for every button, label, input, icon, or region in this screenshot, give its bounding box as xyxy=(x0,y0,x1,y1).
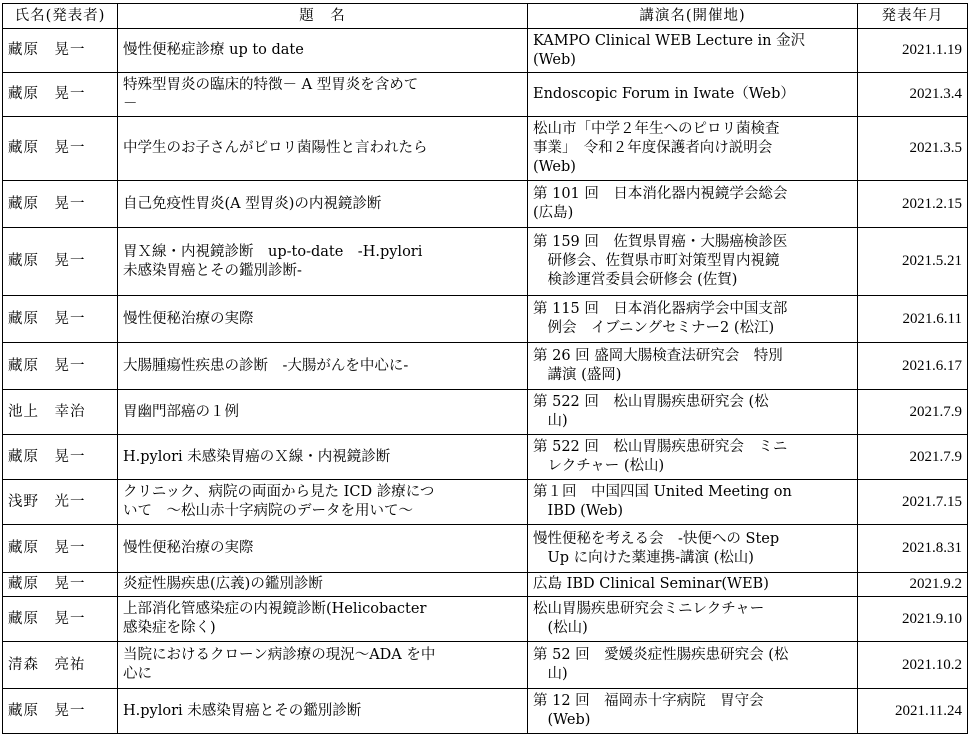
presenter-cell xyxy=(3,296,118,343)
venue-text: 第 522 回 松山胃腸疾患研究会 ミニ レクチャー (松山) xyxy=(533,439,788,474)
title-cell xyxy=(118,73,528,117)
presenter-text: 藏原 晃一 xyxy=(8,540,86,556)
table-row xyxy=(3,525,968,573)
date-cell xyxy=(858,343,968,390)
venue-cell xyxy=(528,597,858,642)
presenter-text: 藏原 晃一 xyxy=(8,448,86,465)
venue-cell xyxy=(528,117,858,181)
date-text: 2021.2.15 xyxy=(902,195,962,212)
date-text: 2021.3.5 xyxy=(909,140,962,156)
date-cell xyxy=(858,228,968,296)
header-row xyxy=(3,4,968,29)
presenter-text: 藏原 晃一 xyxy=(8,253,86,269)
date-text: 2021.7.15 xyxy=(902,493,962,510)
venue-cell xyxy=(528,525,858,573)
presenter-cell xyxy=(3,642,118,689)
presenter-text: 浅野 光一 xyxy=(8,493,86,510)
presenter-text: 藏原 晃一 xyxy=(8,42,86,58)
table-row xyxy=(3,597,968,642)
title-text: 上部消化管感染症の内視鏡診断(Helicobacter 感染症を除く) xyxy=(123,601,427,636)
date-text: 2021.6.17 xyxy=(902,357,962,374)
presenter-cell xyxy=(3,29,118,73)
title-text: 自己免疫性胃炎(A 型胃炎)の内視鏡診断 xyxy=(123,195,382,212)
header-venue: 講演名(開催地) xyxy=(528,4,858,29)
title-text: H.pylori 未感染胃癌のＸ線・内視鏡診断 xyxy=(123,448,391,465)
venue-text: 第 12 回 福岡赤十字病院 胃守会 (Web) xyxy=(533,693,764,728)
venue-text: 第 159 回 佐賀県胃癌・大腸癌検診医 研修会、佐賀県市町対策型胃内視鏡 検診運営委員会研修会 (佐賀) xyxy=(533,234,788,288)
table-row xyxy=(3,181,968,228)
venue-text: KAMPO Clinical WEB Lecture in 金沢 (Web) xyxy=(533,32,806,68)
title-text: 慢性便秘症診療 up to date xyxy=(123,42,304,58)
date-cell xyxy=(858,689,968,734)
date-cell xyxy=(858,597,968,642)
date-cell xyxy=(858,390,968,435)
title-cell xyxy=(118,296,528,343)
table-row xyxy=(3,29,968,73)
date-cell xyxy=(858,117,968,181)
title-cell xyxy=(118,525,528,573)
title-text: 胃Ｘ線・内視鏡診断 up-to-date -H.pylori 未感染胃癌とその鑑別診断- xyxy=(123,243,423,279)
presenter-cell xyxy=(3,390,118,435)
title-text: 中学生のお子さんがピロリ菌陽性と言われたら xyxy=(123,140,428,156)
date-cell xyxy=(858,29,968,73)
venue-cell xyxy=(528,343,858,390)
venue-cell xyxy=(528,73,858,117)
venue-cell xyxy=(528,29,858,73)
header-date: 発表年月 xyxy=(858,4,968,29)
venue-text: 第 115 回 日本消化器病学会中国支部 例会 イブニングセミナー2 (松江) xyxy=(533,301,788,336)
venue-text: 松山胃腸疾患研究会ミニレクチャー (松山) xyxy=(533,601,765,636)
title-text: 胃幽門部癌の１例 xyxy=(123,403,239,420)
venue-text: 第 101 回 日本消化器内視鏡学会総会 (広島) xyxy=(533,186,788,221)
title-cell xyxy=(118,480,528,525)
date-text: 2021.3.4 xyxy=(909,86,962,102)
title-cell xyxy=(118,435,528,480)
presenter-cell xyxy=(3,435,118,480)
venue-text: 第 26 回 盛岡大腸検査法研究会 特別 講演 (盛岡) xyxy=(533,348,783,383)
title-text: 慢性便秘治療の実際 xyxy=(123,310,254,327)
venue-text: 広島 IBD Clinical Seminar(WEB) xyxy=(533,576,769,592)
table-row xyxy=(3,390,968,435)
presenter-text: 藏原 晃一 xyxy=(8,140,86,156)
date-cell xyxy=(858,435,968,480)
title-text: 慢性便秘治療の実際 xyxy=(123,540,254,556)
presenter-cell xyxy=(3,480,118,525)
presenter-text: 藏原 晃一 xyxy=(8,310,86,327)
venue-cell xyxy=(528,390,858,435)
date-cell xyxy=(858,181,968,228)
table-row xyxy=(3,296,968,343)
table-row xyxy=(3,73,968,117)
table-row xyxy=(3,573,968,597)
venue-cell xyxy=(528,435,858,480)
table-row xyxy=(3,642,968,689)
venue-cell xyxy=(528,296,858,343)
table-row xyxy=(3,343,968,390)
presenter-text: 藏原 晃一 xyxy=(8,86,86,102)
presenter-cell xyxy=(3,117,118,181)
date-cell xyxy=(858,73,968,117)
lecture-table xyxy=(2,3,968,734)
presenter-text: 藏原 晃一 xyxy=(8,195,86,212)
title-cell xyxy=(118,573,528,597)
presenter-cell xyxy=(3,343,118,390)
date-cell xyxy=(858,642,968,689)
venue-text: 第 522 回 松山胃腸疾患研究会 (松 山) xyxy=(533,394,769,429)
date-cell xyxy=(858,525,968,573)
date-text: 2021.11.24 xyxy=(895,702,962,719)
table-body xyxy=(3,29,968,734)
date-text: 2021.10.2 xyxy=(902,656,962,673)
presenter-text: 藏原 晃一 xyxy=(8,702,86,719)
presenter-cell xyxy=(3,228,118,296)
title-cell xyxy=(118,597,528,642)
header-title: 題 名 xyxy=(118,4,528,29)
date-text: 2021.8.31 xyxy=(902,540,962,556)
presenter-cell xyxy=(3,573,118,597)
title-cell xyxy=(118,343,528,390)
venue-cell xyxy=(528,181,858,228)
venue-cell xyxy=(528,228,858,296)
venue-text: 慢性便秘を考える会 -快便への Step Up に向けた薬連携-講演 (松山) xyxy=(533,530,780,566)
venue-cell xyxy=(528,642,858,689)
date-cell xyxy=(858,480,968,525)
presenter-text: 清森 亮祐 xyxy=(8,656,86,673)
presenter-text: 藏原 晃一 xyxy=(8,357,86,374)
presenter-text: 藏原 晃一 xyxy=(8,610,86,627)
title-text: 特殊型胃炎の臨床的特徴－ A 型胃炎を含めて － xyxy=(123,76,419,112)
date-cell xyxy=(858,573,968,597)
venue-text: 第 52 回 愛媛炎症性腸疾患研究会 (松 山) xyxy=(533,647,789,682)
header-presenter: 氏名(発表者) xyxy=(3,4,118,29)
venue-cell xyxy=(528,480,858,525)
title-text: 当院におけるクローン病診療の現況～ADA を中 心に xyxy=(123,647,436,682)
presenter-text: 池上 幸治 xyxy=(8,403,86,420)
title-cell xyxy=(118,181,528,228)
date-text: 2021.9.2 xyxy=(909,576,962,592)
table-row xyxy=(3,117,968,181)
title-cell xyxy=(118,29,528,73)
presenter-cell xyxy=(3,73,118,117)
title-text: 大腸腫瘍性疾患の診断 -大腸がんを中心に- xyxy=(123,357,409,374)
presenter-cell xyxy=(3,689,118,734)
table-row xyxy=(3,228,968,296)
table-row xyxy=(3,480,968,525)
date-text: 2021.7.9 xyxy=(909,403,962,420)
presenter-cell xyxy=(3,597,118,642)
presenter-text: 藏原 晃一 xyxy=(8,576,86,592)
title-text: 炎症性腸疾患(広義)の鑑別診断 xyxy=(123,576,323,592)
venue-cell xyxy=(528,573,858,597)
title-cell xyxy=(118,117,528,181)
date-cell xyxy=(858,296,968,343)
date-text: 2021.9.10 xyxy=(902,610,962,627)
table-header xyxy=(3,4,968,29)
venue-cell xyxy=(528,689,858,734)
date-text: 2021.5.21 xyxy=(902,253,962,269)
venue-text: Endoscopic Forum in Iwate（Web） xyxy=(533,86,795,102)
venue-text: 松山市「中学２年生へのピロリ菌検査 事業」 令和２年度保護者向け説明会 (Web) xyxy=(533,121,780,175)
title-cell xyxy=(118,689,528,734)
title-text: H.pylori 未感染胃癌とその鑑別診断 xyxy=(123,702,362,719)
title-cell xyxy=(118,390,528,435)
presenter-cell xyxy=(3,525,118,573)
date-text: 2021.6.11 xyxy=(902,310,962,327)
table-row xyxy=(3,689,968,734)
title-cell xyxy=(118,228,528,296)
venue-text: 第１回 中国四国 United Meeting on IBD (Web) xyxy=(533,484,792,519)
title-text: クリニック、病院の両面から見た ICD 診療につ いて ～松山赤十字病院のデータを用いて～ xyxy=(123,484,435,519)
presenter-cell xyxy=(3,181,118,228)
title-cell xyxy=(118,642,528,689)
date-text: 2021.1.19 xyxy=(902,42,962,58)
table-row xyxy=(3,435,968,480)
date-text: 2021.7.9 xyxy=(909,448,962,465)
